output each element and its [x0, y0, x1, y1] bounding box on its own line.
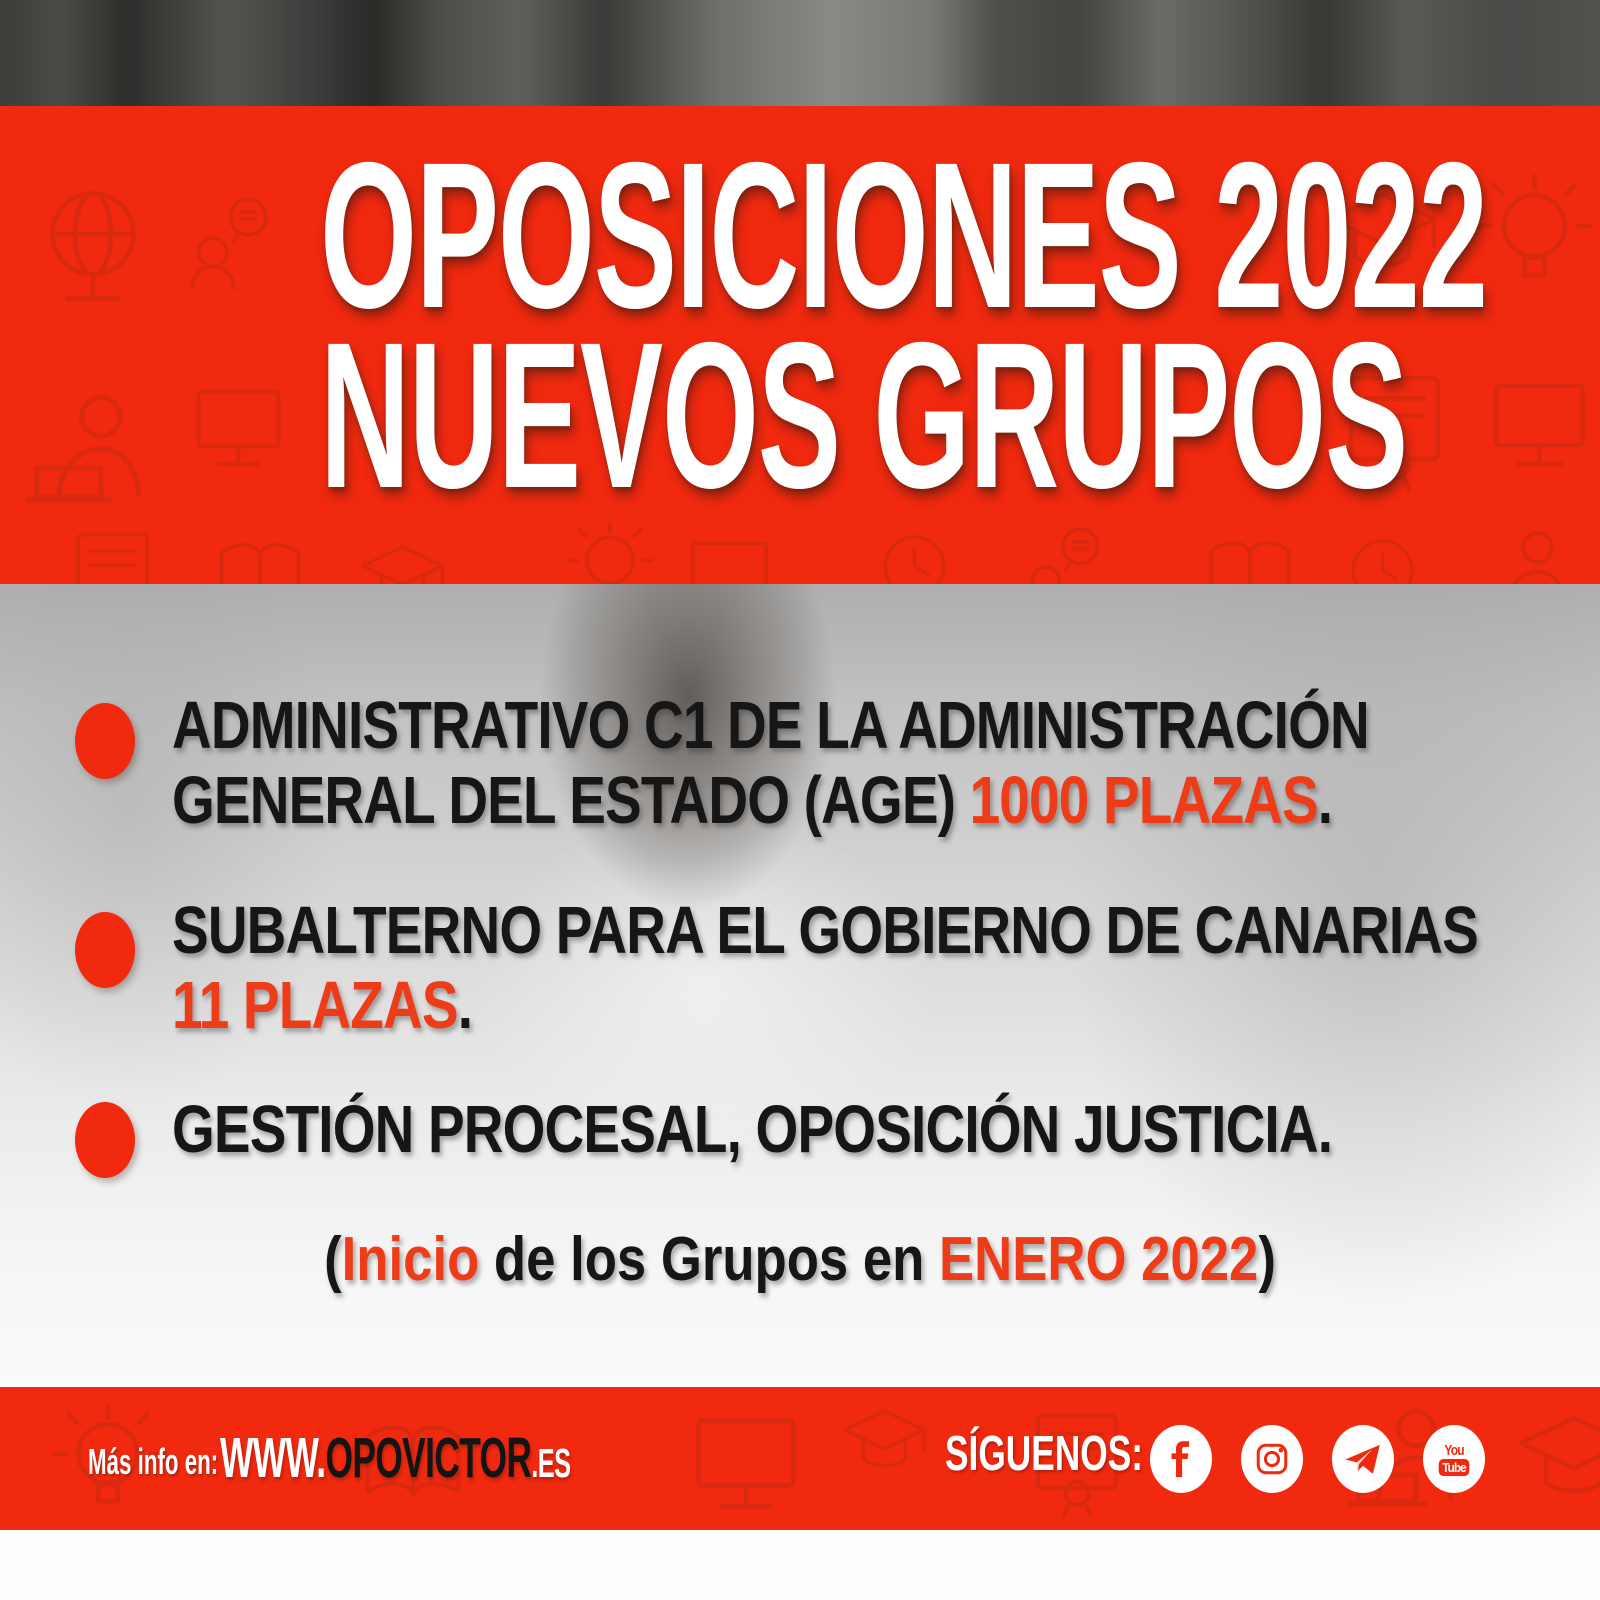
poster-title-line1: OPOSICIONES 2022: [319, 120, 1487, 352]
bullet-text-gestion: GESTIÓN PROCESAL, OPOSICIÓN JUSTICIA.: [172, 1092, 1333, 1167]
youtube-you-text: You: [1444, 1441, 1464, 1459]
youtube-tube-text: Tube: [1439, 1459, 1470, 1476]
bookshelf-photo-strip: [0, 0, 1600, 106]
pattern-globe-icon: [18, 174, 168, 324]
website-url: [220, 1425, 570, 1491]
website-name: OPOVICTOR: [325, 1426, 532, 1490]
footer-bar: [0, 1387, 1600, 1530]
facebook-link[interactable]: [1150, 1425, 1212, 1493]
telegram-icon: [1342, 1438, 1384, 1480]
bookshelf-photo-blur: [0, 0, 1600, 106]
title-banner: [0, 106, 1600, 584]
poster-title-line2: NUEVOS GRUPOS: [319, 300, 1408, 532]
bottom-white-strip: [0, 1530, 1600, 1600]
pattern-laptop-person-icon: [8, 372, 168, 532]
pattern-book-icon: [205, 520, 315, 584]
body-section: [0, 584, 1600, 1387]
bullet-marker: [75, 1102, 135, 1178]
more-info-label: Más info en:: [88, 1441, 219, 1482]
pattern-gradcap-icon: [832, 1390, 937, 1495]
pattern-monitor-icon: [672, 1388, 820, 1530]
pattern-chat-person-icon: [168, 184, 286, 302]
start-date-note: (Inicio de los Grupos en ENERO 2022): [324, 1225, 1276, 1294]
bullet-marker: [75, 912, 135, 988]
pattern-monitor-icon: [176, 364, 301, 489]
facebook-icon: [1161, 1437, 1201, 1481]
pattern-gradcap-icon: [1504, 1390, 1600, 1530]
instagram-icon: [1251, 1438, 1293, 1480]
youtube-icon: [1437, 1443, 1471, 1476]
bullet-text-subalterno: SUBALTERNO PARA EL GOBIERNO DE CANARIAS 11 PLAZAS.: [172, 893, 1478, 1043]
pattern-gradcap-icon: [350, 526, 455, 584]
youtube-link[interactable]: [1423, 1425, 1485, 1493]
instagram-link[interactable]: [1241, 1425, 1303, 1493]
pattern-certificate-icon: [55, 514, 170, 584]
social-icons-row: [1150, 1425, 1485, 1493]
bullet-text-administrativo: ADMINISTRATIVO C1 DE LA ADMINISTRACIÓN GENERAL DEL ESTADO (AGE) 1000 PLAZAS.: [172, 688, 1369, 838]
pattern-monitor-icon: [1472, 356, 1600, 491]
follow-label: SÍGUENOS:: [945, 1427, 1143, 1481]
website-www: WWW.: [220, 1426, 326, 1490]
website-tld: .ES: [531, 1440, 571, 1486]
pattern-laptop-person-icon: [1468, 514, 1588, 584]
telegram-link[interactable]: [1332, 1425, 1394, 1493]
bullet-marker: [75, 703, 135, 779]
